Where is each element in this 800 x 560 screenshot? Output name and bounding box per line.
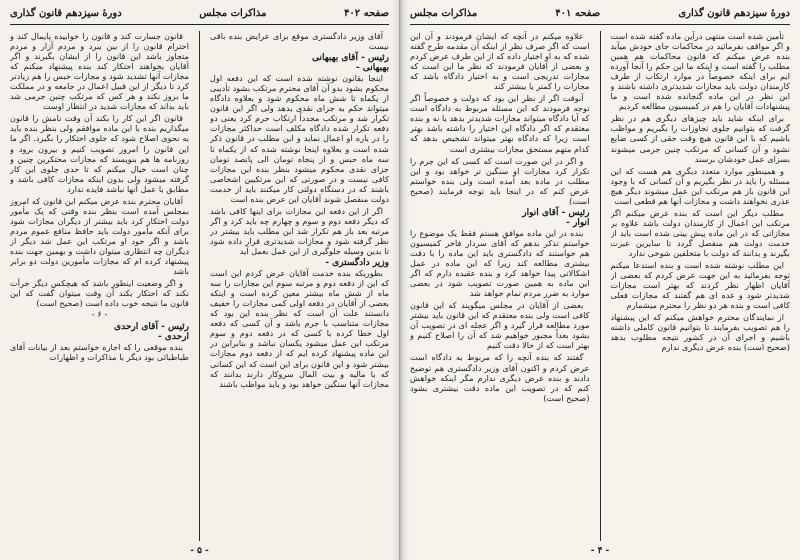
page-number: صفحه ۴۰۲ [344,8,389,19]
speaker-name: انوار - [566,217,590,228]
paragraph: آنوقت اگر از نظر این بود که دولت و خصوصاً اگر توجه فرمودند که این مسئله مربوط به دادگاه است که آیا دادگاه میتواند مجازات شدیدتر بدهد یا نه و بنده معتقدم که اگر دادگاه این اختیار را داشته باشد بهتر است زیرا که دادگاه بهتر میتواند تشخیص بدهد که کدام متهم مستحق مجازات بیشتری است [410,93,590,154]
speaker-name: وزیر دادگستری - [325,258,389,269]
paragraph: گفتند که بنده آنچه را که مربوط به دادگاه است عرض کردم و اکنون آقای وزیر دادگستری هم توضیح دادند و بنده عرض دیگری ندارم مگر اینکه خواهش کنم که در تصویب این ماده دقت بیشتری بشود (صحیح است) [410,352,590,403]
paragraph: و اگر وضعیت اینطور باشد که هیچکس دیگر جرأت نکند که احتکار بکند آن وقت میتوان گفت که این قانون ما نتیجه خوب داده است (صحیح است) [10,278,189,309]
right-page-column-1 [611,31,791,541]
right-page-column-2 [410,31,590,541]
right-page [400,0,800,560]
paragraph: علاوه میکنم در آنچه که ایشان فرمودند و آن این است که اگر صرف نظر از اینکه آن مقدمه طرح گفته شده که به او اختیار داده که از این طرف عرض کردم و بعضی از آقایان فرمودند که نظر ما این است که مجازات تدریجی است و به اختیار دادگاه باشد که مجازات را کمتر یا بیشتر کند [410,31,590,92]
paragraph: قانون اگر این کار را بکند آن وقت نامش را قانون میگذاریم بنده با این ماده موافقم ولی بنظر بنده باید به نحوی اصلاح شود که جلوی احتکار را بگیرد. اگر ما این قانون را امروز تصویب کنیم و بیرون برود و روزنامه ها هم بنویسند که مجازات محتکرین چنین و چنان است خیال میکنم که تا حدی جلوی این کار گرفته میشود ولی بدون اینکه مجازات کافی باشد و مطابق با عمل آنها نباشد فایده ندارد [10,113,189,194]
series-title: مذاکرات مجلس [410,8,478,19]
session-title: دورهٔ سیزدهم قانون گذاری [678,8,790,19]
section-number: - ۶ - [91,310,108,321]
paragraph: و اگر در این صورت است که کسی که این جرم را تکرار کرد مجازات او سنگین تر خواهد بود و این مطلب در ماده بعد آمده است ولی بنده خواستم عرض کنم که در اینجا باید توجه فرمایند (صحیح است) [410,155,590,206]
left-page-header [10,8,389,25]
speaker-name: رئیس - آقای انوار [522,207,590,218]
session-title: دورهٔ سیزدهم قانون گذاری [10,8,122,19]
right-page-header [410,8,790,25]
left-page-columns [10,31,389,541]
paragraph: بنده موقعی را که اجازه خواستم بعد از بیانات آقای طباطبائی بود دیگر با مذاکرات و اظهارات [10,342,189,363]
speaker-name: بهبهانی - [355,63,389,74]
paragraph: و همینطور موارد متعدد دیگری هم هست که این مسئله را باید در نظر بگیریم و آن کسانی که با وجود این قانون باز هم مرتکب این عمل میشوند دیگر هیچ عذری نخواهند داشت و مجازات آنها هم قطعی است [610,165,790,206]
paragraph: برای اینکه شاید باید چیزهای دیگری هم در نظر گرفت که بتوانیم جلوی تجاوزات را بگیریم و مواظب باشیم که با این قانون هیچ وقت حقی از کسی ضایع نشود و آن کسانی که مرتکب چنین جرمی میشوند بسزای عمل خودشان برسند [610,113,790,164]
paragraph: آقای وزیر دادگستری موقع برای عرایض بنده باقی نیست [210,31,389,52]
right-page-footer: - ۴ - [590,546,610,556]
paragraph: بطوریکه بنده خدمت آقایان عرض کردم این است که این از دفعه دوم و مرتبه سوم این مجازات را سه ماه از شش ماه بیشتر معین کرده است و اینکه بعضی از آقایان در دفعه اولی کمی مجازات را خفیف دانستند علت آن است که نظر بنده این بود که مجازات متناسب با جرم باشد و آن کسی که دفعه اول خطا کرده با کسی که در دفعه دوم و سوم مرتکب این عمل میشود یکسان نباشد و بنابراین در این ماده پیشنهاد کرده ایم که از دفعه دوم مجازات بیشتر شود و این قانون برای این است که این کسانی که با مالیه و بیت المال سروکار دارند بدانند که مجازات آنها سنگین خواهد بود و باید مواظب باشند [210,268,389,389]
left-page-footer: - ۵ - [190,546,209,556]
speaker-name: ارحدی - [157,332,189,343]
paragraph: بنده در این ماده موافق هستم فقط یک موضوع را خواستم تذکر بدهم که آقای سردار فاخر کمیسیون هم خواستند که دادگستری باید این ماده را با دقت بیشتری مطالعه کند زیرا که این ماده در عمل اشکالاتی پیدا خواهد کرد و بنده عقیده دارم که اگر این ماده به همین صورت تصویب شود در بعضی موارد به ضرر مردم تمام خواهد شد [410,227,590,299]
speaker-name: رئیس - آقای بهبهانی [311,53,389,64]
paragraph: آقایان محترم بنده عرض میکنم این قانون که امروز بمجلس آمده است بنظر بنده وقتی که یک مأمور دولت احتکار کرد باید بیشتر از دیگران مجازات شود برای آنکه مأمور دولت باید حافظ منافع عموم مردم باشد و اگر خود او مرتکب این عمل شد دیگر از دیگران چه انتظاری میتوان داشت و بهمین جهت بنده پیشنهاد کرده ام که مجازات مأمورین دولت دو برابر باشد [10,195,189,277]
paragraph: از نمایندگان محترم خواهش میکنم که این پیشنهاد را هم تصویب بفرمایند تا بتوانیم قانون کاملی داشته باشیم و اجرای آن در کشور نتیجه مطلوب بدهد (صحیح است) بنده عرض دیگری ندارم [610,312,790,353]
paragraph: اینجا بقانون نوشته شده است که این دفعه اول محکوم بشود بدو آن آقای محترم مرتکب بشود تأدیبی از یکماه تا شش ماه محکوم شود و بعلاوه دادگاه میتواند حکم به جزای نقدی بدهد ولی اگر این قانون تکرار شد و مرتکب مجدداً ارتکاب جرم کرد یعنی دو دفعه تکرار شده دادگاه مکلف است حداکثر مجازات را در باره او اعمال نماید و این مطلب در قانون ذکر شده است و بعلاوه اینجا نوشته شده که از یکماه تا سه ماه حبس و از پنجاه تومان الی پانصد تومان جزای نقدی محکوم میشود بنظر بنده این مجازات کافی نیست و در صورتی که این مرتکبین اشخاصی باشند که در دستگاه دولتی کار میکنند باید از خدمت دولت منفصل شوند آقایان این عرض بنده است [210,73,389,204]
right-page-columns [410,31,790,541]
paragraph: تأمین شده است منتهی درآین ماده گفته شده است و اگر مواقف بفرمائید در محاکمات جای خودش میآید بنده عرض میکنم که قانون محاکمات هم همین مطلب را گفته است و اینکه ما این حکم را آنجا آورده ایم برای اینکه خصوصاً در موارد ارتکاب از طرف کارمندان دولت باید مجازات شدیدتری داشته باشند و این نظر در این ماده گنجانده شده است و ما پیشنهادات آقایان را هم در کمیسیون مطالعه کردیم [610,31,790,112]
paragraph: اگر از این دفعه این مجازات برای اینها کافی باشد که دیگر دفعه دوم و سوم و چهارم چه باید کرد و اگر مرتبه بعد باز هم تکرار شد این مطلب باید بیشتر در نظر گرفته شود و مجازات شدیدتری قرار داده شود تا بدین وسیله جلوگیری از این عمل بعمل آید [210,205,389,256]
paragraph: این مطلب نوشته شده است و بنده استدعا میکنم توجه بفرمائید به این جهت عرض کردم که بعضی از آقایان اظهار نظر کردند که بهتر است مجازات شدیدتر شود و عده ای هم گفتند که مجازات فعلی کافی است و بنده هر دو نظر را محترم میشمارم [610,260,790,311]
column-rule [199,31,200,541]
paragraph: قانون جسارت کند و قانون را خوابیده پایمال کند و احترام قانون را از بین ببرد و مردم آزار و مردم متجاوز باشد این قانون را از ایشان بگیرند و اگر آقایان بخواهند احتکار کند بنده پیشنهاد میکنم که مجازات آنها تشدید شود و مجازات حبس را هم زیادتر کرد تا دیگر از این قبیل اعمال در جامعه و در مملکت ما بروز نکند و هر کس که مرتکب چنین جرمی شد باید بداند که مجازات شدید در انتظار اوست [10,31,189,112]
page-number: صفحه ۴۰۱ [555,8,601,19]
left-page-column-1 [210,31,389,541]
paragraph: بعضی از آقایان در مجلس میگویند که این قانون کافی است ولی بنده معتقدم که این قانون باید بیشتر مورد مطالعه قرار گیرد و اگر عجله ای در تصویب آن بشود بعداً مجبور خواهیم شد که آن را اصلاح کنیم و بهتر است که از حالا دقت کنیم [410,300,590,351]
column-rule [600,31,601,541]
series-title: مذاکرات مجلس [199,8,267,19]
left-page-column-2 [10,31,189,541]
paragraph: مطلب دیگر این است که بنده عرض میکنم اگر مرتکب این اعمال از کارمندان دولت باشد علاوه بر مجازاتی که در این ماده پیش بینی شده است باید از خدمت دولت هم منفصل گردد تا سایرین عبرت بگیرند و بدانند که دولت با متخلفین شوخی ندارد [610,207,790,258]
speaker-name: رئیس - آقای ارحدی [114,322,189,333]
